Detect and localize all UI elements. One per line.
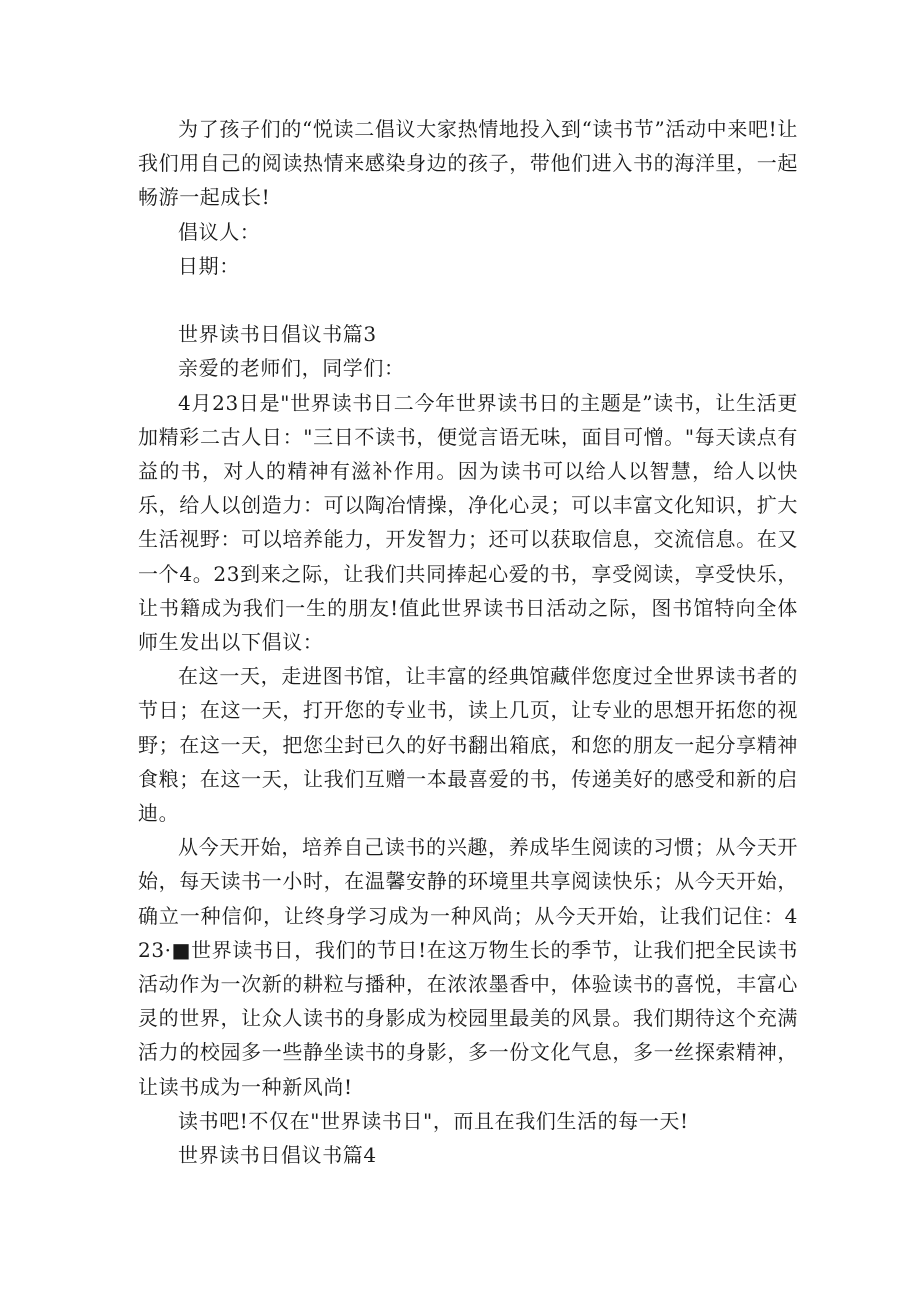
blank-line — [138, 283, 798, 317]
paragraph-3: 从今天开始，培养自己读书的兴趣，养成毕生阅读的习惯；从今天开始，每天读书一小时，在温馨安静的环境里共享阅读快乐；从今天开始，确立一种信仰，让终身学习成为一种风尚；从今天开始，让我们记住：423·■世界读书日，我们的节日!在这万物生长的季节，让我们把全民读书活动作为一次新的耕粒与播种，在浓浓墨香中，体验读书的喜悦，丰富心灵的世界，让众人读书的身影成为校园里最美的风景。我们期待这个充满活力的校园多一些静坐读书的身影，多一份文化气息，多一丝探索精神，让读书成为一种新风尚! — [138, 835, 798, 1099]
paragraph-1: 4月23日是"世界读书日二今年世界读书日的主题是”读书，让生活更加精彩二古人日："三日不读书，便觉言语无味，面目可憎。"每天读点有益的书，对人的精神有滋补作用。因为读书可以给人以智慧，给人以快乐，给人以创造力：可以陶冶情操，净化心灵；可以丰富文化知识，扩大生活视野：可以培养能力，开发智力；还可以获取信息，交流信息。在又一个4。23到来之际，让我们共同捧起心爱的书，享受阅读，享受快乐，让书籍成为我们一生的朋友!值此世界读书日活动之际，图书馆特向全体师生发出以下倡议： — [138, 390, 798, 655]
paragraph-4: 读书吧!不仅在"世界读书日"，而且在我们生活的每一天! — [178, 1108, 689, 1133]
date-label: 日期： — [178, 253, 240, 278]
paragraph-2: 在这一天，走进图书馆，让丰富的经典馆藏伴您度过全世界读书者的节日；在这一天，打开您的专业书，读上几页，让专业的思想开拓您的视野；在这一天，把您尘封已久的好书翻出箱底，和您的朋友一起分享精神食粮；在这一天，让我们互赠一本最喜爱的书，传递美好的感受和新的启迪。 — [138, 664, 798, 826]
intro-paragraph: 为了孩子们的“悦读二倡议大家热情地投入到“读书节”活动中来吧!让我们用自己的阅读热情来感染身边的孩子，带他们进入书的海洋里，一起畅游一起成长! — [138, 117, 798, 210]
document-body — [138, 112, 798, 1172]
greeting: 亲爱的老师们，同学们： — [178, 356, 405, 381]
initiator-label: 倡议人： — [178, 219, 261, 244]
section-3-title: 世界读书日倡议书篇3 — [178, 322, 377, 347]
section-4-title: 世界读书日倡议书篇4 — [178, 1143, 377, 1168]
